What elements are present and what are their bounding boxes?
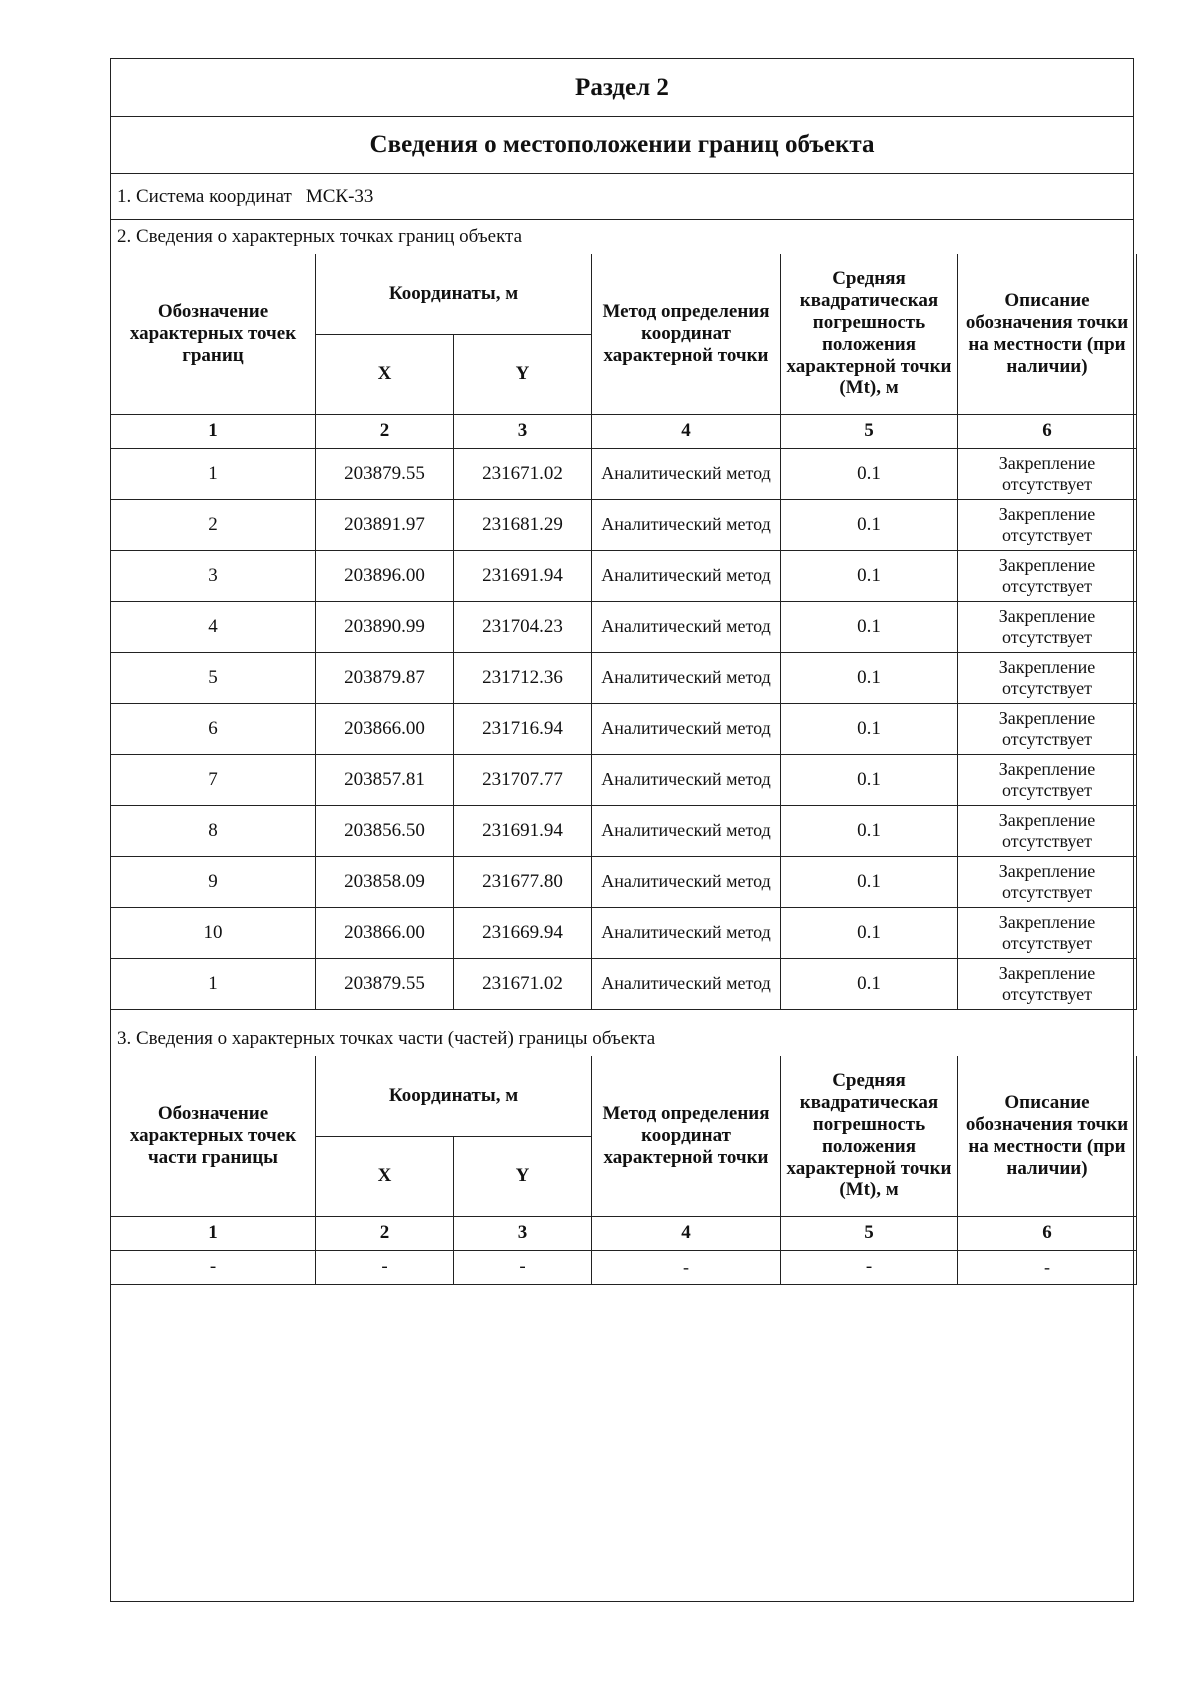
points-section-title	[111, 220, 1133, 254]
col-number: 2	[316, 414, 454, 448]
header-y: Y	[454, 334, 592, 414]
method-cell: Аналитический метод	[592, 754, 781, 805]
y-coordinate: 231671.02	[454, 448, 592, 499]
coord-system-line	[111, 174, 1133, 220]
method-cell: Аналитический метод	[592, 907, 781, 958]
points-row	[111, 652, 1137, 703]
description-cell: Закрепление отсутствует	[958, 856, 1137, 907]
coord-system-value: МСК-33	[305, 185, 374, 207]
description-cell: -	[958, 1250, 1137, 1284]
points-row	[111, 601, 1137, 652]
col-number: 1	[111, 1216, 316, 1250]
point-number: 4	[111, 601, 316, 652]
x-coordinate: 203858.09	[316, 856, 454, 907]
mt-cell: 0.1	[781, 754, 958, 805]
parts-table	[110, 1056, 1134, 1285]
point-number: 10	[111, 907, 316, 958]
mt-cell: 0.1	[781, 856, 958, 907]
x-coordinate: 203866.00	[316, 907, 454, 958]
points-row	[111, 550, 1137, 601]
point-number: 5	[111, 652, 316, 703]
points-row	[111, 703, 1137, 754]
mt-cell: 0.1	[781, 448, 958, 499]
description-cell: Закрепление отсутствует	[958, 958, 1137, 1009]
y-coordinate: 231712.36	[454, 652, 592, 703]
col-number: 5	[781, 414, 958, 448]
y-coordinate: 231681.29	[454, 499, 592, 550]
points-row	[111, 754, 1137, 805]
parts-column-numbers-row	[111, 1216, 1137, 1250]
mt-cell: 0.1	[781, 805, 958, 856]
mt-cell: 0.1	[781, 907, 958, 958]
point-number: 9	[111, 856, 316, 907]
y-coordinate: 231669.94	[454, 907, 592, 958]
method-cell: Аналитический метод	[592, 601, 781, 652]
y-coordinate: 231716.94	[454, 703, 592, 754]
parts-header-coordinates: Координаты, м	[316, 1056, 592, 1136]
header-error: Средняя квадратическая погрешность положения характерной точки (Mt), м	[781, 254, 958, 414]
y-coordinate: 231704.23	[454, 601, 592, 652]
y-coordinate: 231691.94	[454, 805, 592, 856]
subtitle-text: Сведения о местоположении границ объекта	[369, 131, 875, 158]
description-cell: Закрепление отсутствует	[958, 703, 1137, 754]
header-coordinates: Координаты, м	[316, 254, 592, 334]
point-number: 3	[111, 550, 316, 601]
parts-header-error: Средняя квадратическая погрешность положения характерной точки (Mt), м	[781, 1056, 958, 1216]
section-title	[111, 59, 1133, 117]
points-section-title-text: 2. Сведения о характерных точках границ объекта	[117, 226, 523, 247]
method-cell: -	[592, 1250, 781, 1284]
description-cell: Закрепление отсутствует	[958, 652, 1137, 703]
mt-cell: -	[781, 1250, 958, 1284]
header-description: Описание обозначения точки на местности (при наличии)	[958, 254, 1137, 414]
x-coordinate: 203879.87	[316, 652, 454, 703]
x-coordinate: -	[316, 1250, 454, 1284]
method-cell: Аналитический метод	[592, 652, 781, 703]
method-cell: Аналитический метод	[592, 703, 781, 754]
subtitle	[111, 117, 1133, 174]
parts-header-method: Метод определения координат характерной точки	[592, 1056, 781, 1216]
document-frame	[110, 58, 1134, 1602]
x-coordinate: 203866.00	[316, 703, 454, 754]
mt-cell: 0.1	[781, 601, 958, 652]
header-x: X	[316, 334, 454, 414]
parts-header-designation: Обозначение характерных точек части границы	[111, 1056, 316, 1216]
col-number: 4	[592, 1216, 781, 1250]
x-coordinate: 203891.97	[316, 499, 454, 550]
description-cell: Закрепление отсутствует	[958, 754, 1137, 805]
description-cell: Закрепление отсутствует	[958, 907, 1137, 958]
x-coordinate: 203879.55	[316, 448, 454, 499]
points-row	[111, 448, 1137, 499]
method-cell: Аналитический метод	[592, 499, 781, 550]
points-row	[111, 499, 1137, 550]
col-number: 4	[592, 414, 781, 448]
method-cell: Аналитический метод	[592, 448, 781, 499]
parts-header-description: Описание обозначения точки на местности (при наличии)	[958, 1056, 1137, 1216]
method-cell: Аналитический метод	[592, 958, 781, 1009]
x-coordinate: 203856.50	[316, 805, 454, 856]
points-row	[111, 958, 1137, 1009]
description-cell: Закрепление отсутствует	[958, 601, 1137, 652]
point-number: 8	[111, 805, 316, 856]
description-cell: Закрепление отсутствует	[958, 550, 1137, 601]
x-coordinate: 203857.81	[316, 754, 454, 805]
mt-cell: 0.1	[781, 652, 958, 703]
points-row	[111, 907, 1137, 958]
description-cell: Закрепление отсутствует	[958, 805, 1137, 856]
points-row	[111, 856, 1137, 907]
method-cell: Аналитический метод	[592, 550, 781, 601]
point-number: 6	[111, 703, 316, 754]
y-coordinate: 231691.94	[454, 550, 592, 601]
header-designation: Обозначение характерных точек границ	[111, 254, 316, 414]
mt-cell: 0.1	[781, 958, 958, 1009]
col-number: 6	[958, 1216, 1137, 1250]
y-coordinate: -	[454, 1250, 592, 1284]
parts-header-y: Y	[454, 1136, 592, 1216]
method-cell: Аналитический метод	[592, 805, 781, 856]
y-coordinate: 231707.77	[454, 754, 592, 805]
description-cell: Закрепление отсутствует	[958, 499, 1137, 550]
header-method: Метод определения координат характерной точки	[592, 254, 781, 414]
col-number: 2	[316, 1216, 454, 1250]
point-number: 1	[111, 958, 316, 1009]
parts-section-title-text: 3. Сведения о характерных точках части (частей) границы объекта	[117, 1028, 656, 1049]
mt-cell: 0.1	[781, 550, 958, 601]
section-title-text: Раздел 2	[575, 73, 669, 101]
points-row	[111, 805, 1137, 856]
points-table	[110, 254, 1134, 1010]
method-cell: Аналитический метод	[592, 856, 781, 907]
col-number: 3	[454, 1216, 592, 1250]
y-coordinate: 231671.02	[454, 958, 592, 1009]
x-coordinate: 203896.00	[316, 550, 454, 601]
col-number: 6	[958, 414, 1137, 448]
point-number: 2	[111, 499, 316, 550]
column-numbers-row	[111, 414, 1137, 448]
coord-system-label: 1. Система координат	[117, 185, 292, 207]
col-number: 1	[111, 414, 316, 448]
point-number: 1	[111, 448, 316, 499]
x-coordinate: 203890.99	[316, 601, 454, 652]
y-coordinate: 231677.80	[454, 856, 592, 907]
parts-section-title	[111, 1022, 1133, 1056]
description-cell: Закрепление отсутствует	[958, 448, 1137, 499]
point-number: -	[111, 1250, 316, 1284]
parts-header-x: X	[316, 1136, 454, 1216]
x-coordinate: 203879.55	[316, 958, 454, 1009]
point-number: 7	[111, 754, 316, 805]
col-number: 3	[454, 414, 592, 448]
col-number: 5	[781, 1216, 958, 1250]
mt-cell: 0.1	[781, 703, 958, 754]
parts_rows-row	[111, 1250, 1137, 1284]
mt-cell: 0.1	[781, 499, 958, 550]
